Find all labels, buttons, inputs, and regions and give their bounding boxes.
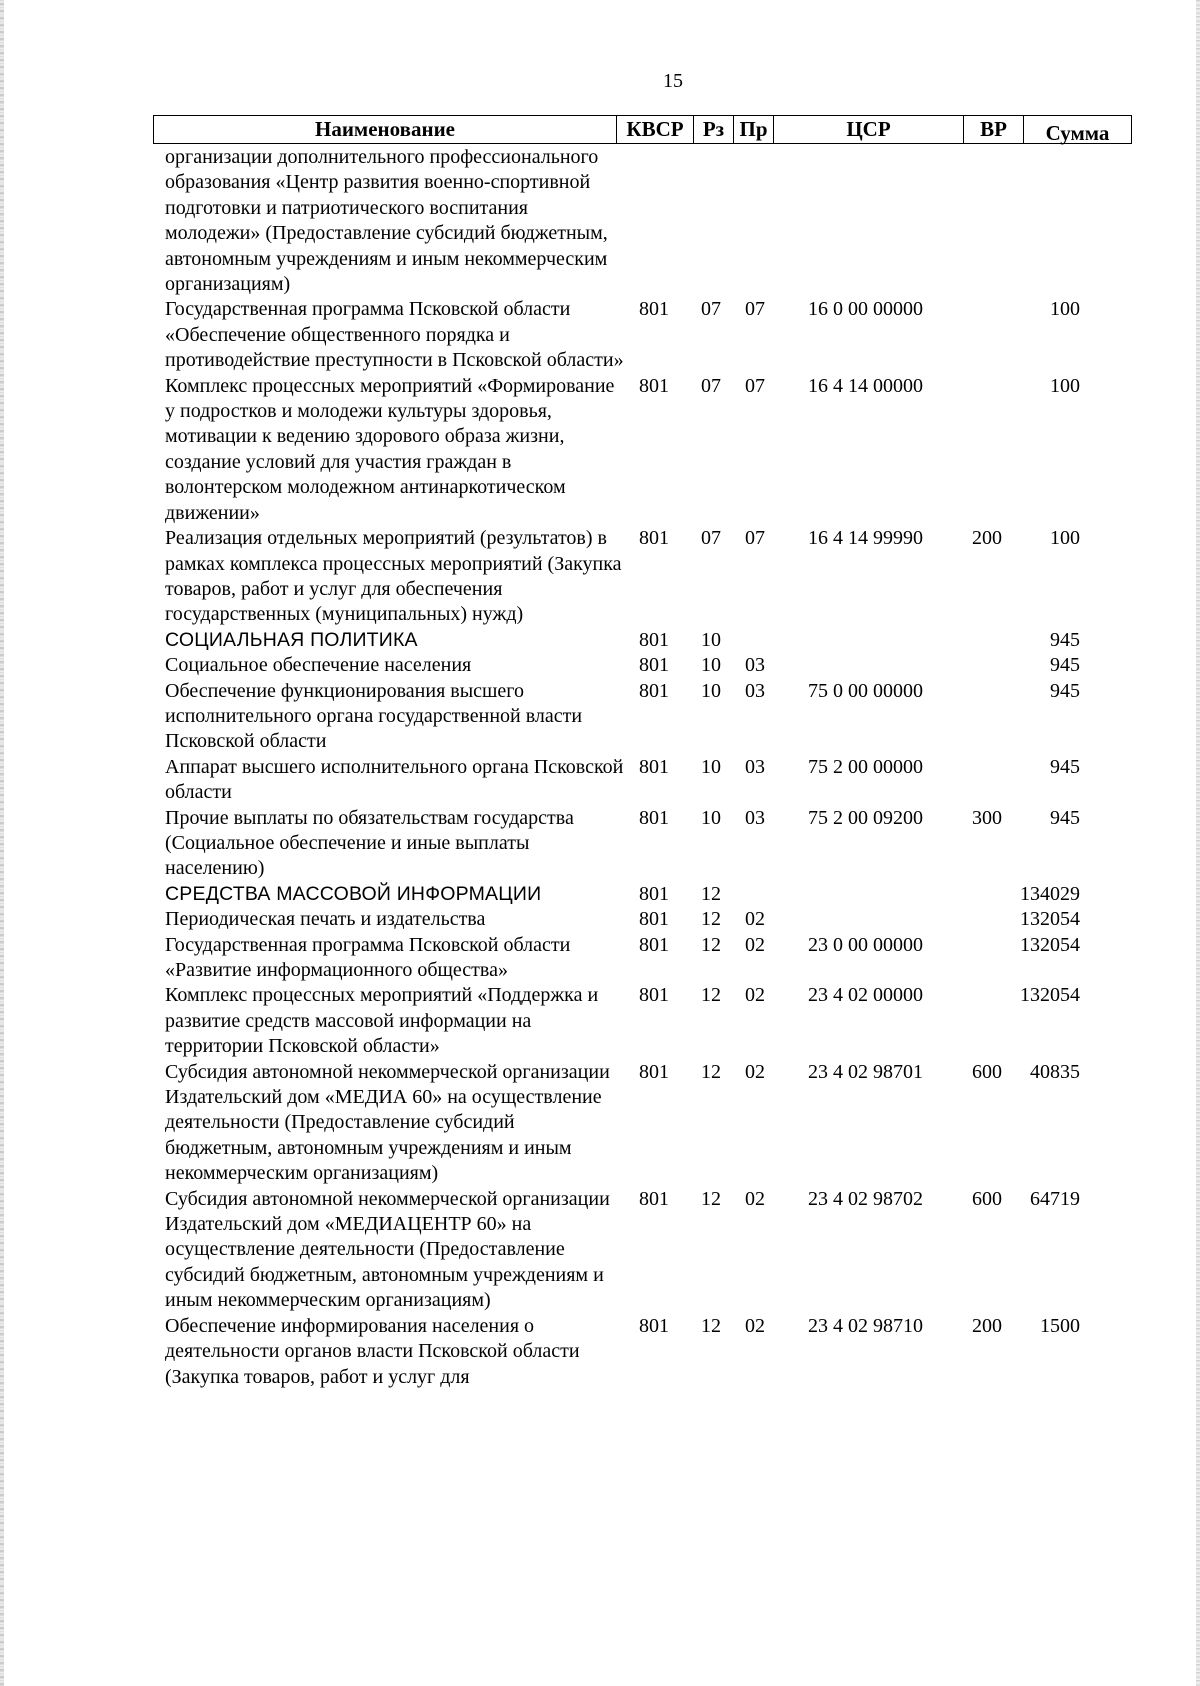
row-rz: 12 [701,984,721,1007]
row-pr: 07 [745,374,765,397]
row-sum: 134029 [1020,882,1080,905]
row-name: Обеспечение функционирования высшего исполнительного органа государственной власти Псковской области [165,679,583,753]
row-kvsr: 801 [639,1314,669,1337]
row-name: Прочие выплаты по обязательствам государства (Социальное обеспечение и иные выплаты населению) [165,806,574,880]
table-row [165,374,1125,526]
row-vr: 600 [972,1187,1002,1210]
row-name: Социальное обеспечение населения [165,654,472,677]
table-row [165,882,1125,907]
row-rz: 12 [701,882,721,905]
row-rz: 12 [701,933,721,956]
row-pr: 02 [745,933,765,956]
row-sum: 132054 [1020,933,1080,956]
row-pr: 03 [745,654,765,677]
table-body [165,145,1125,1390]
row-pr: 07 [745,298,765,321]
table-row [165,907,1125,932]
row-pr: 02 [745,1060,765,1083]
row-rz: 10 [701,679,721,702]
row-pr: 02 [745,1314,765,1337]
row-pr: 02 [745,1187,765,1210]
row-pr: 03 [745,755,765,778]
row-name: организации дополнительного профессионального образования «Центр развития военно-спортивной подготовки и патриотического воспитания молодежи» (Предоставление субсидий бюджетным, автономным учреждениям и иным некоммерческим организациям) [165,146,608,296]
header-csr: ЦСР [774,116,964,143]
row-csr: 16 4 14 00000 [808,374,923,397]
row-rz: 12 [701,1314,721,1337]
row-name: СРЕДСТВА МАССОВОЙ ИНФОРМАЦИИ [165,882,542,905]
row-name: Государственная программа Псковской области «Развитие информационного общества» [165,933,571,981]
row-sum: 100 [1050,298,1080,321]
row-sum: 132054 [1020,908,1080,931]
table-row [165,297,1125,373]
row-kvsr: 801 [639,806,669,829]
row-pr: 03 [745,679,765,702]
row-rz: 07 [701,374,721,397]
row-kvsr: 801 [639,882,669,905]
row-csr: 16 4 14 99990 [808,527,923,550]
row-csr: 16 0 00 00000 [808,298,923,321]
row-pr: 07 [745,527,765,550]
row-rz: 10 [701,628,721,651]
table-row [165,653,1125,678]
row-kvsr: 801 [639,933,669,956]
table-row [165,933,1125,984]
row-kvsr: 801 [639,1060,669,1083]
row-sum: 64719 [1030,1187,1080,1210]
row-pr: 02 [745,984,765,1007]
header-kvsr: КВСР [617,116,694,143]
table-row [165,755,1125,806]
row-csr: 23 4 02 98710 [808,1314,923,1337]
row-sum: 40835 [1030,1060,1080,1083]
row-sum: 945 [1050,679,1080,702]
row-kvsr: 801 [639,298,669,321]
row-kvsr: 801 [639,1187,669,1210]
row-kvsr: 801 [639,654,669,677]
row-kvsr: 801 [639,984,669,1007]
row-kvsr: 801 [639,628,669,651]
row-rz: 07 [701,527,721,550]
page-number: 15 [663,70,683,92]
row-name: Обеспечение информирования населения о деятельности органов власти Псковской области (Закупка товаров, работ и услуг для [165,1314,580,1388]
scan-edge-right [1196,0,1200,1686]
row-pr: 03 [745,806,765,829]
row-sum: 1500 [1040,1314,1080,1337]
table-row [165,1060,1125,1187]
row-name: Реализация отдельных мероприятий (результатов) в рамках комплекса процессных мероприятий (Закупка товаров, работ и услуг для обеспечения государственных (муниципальных) нужд) [165,527,622,626]
row-sum: 945 [1050,654,1080,677]
row-rz: 12 [701,908,721,931]
row-csr: 23 4 02 98701 [808,1060,923,1083]
header-rz: Рз [694,116,734,143]
row-vr: 200 [972,1314,1002,1337]
row-csr: 75 2 00 09200 [808,806,923,829]
row-kvsr: 801 [639,679,669,702]
row-rz: 12 [701,1060,721,1083]
row-sum: 945 [1050,628,1080,651]
row-name: Государственная программа Псковской области «Обеспечение общественного порядка и противодействие преступности в Псковской области» [165,298,624,372]
table-row [165,983,1125,1059]
row-name: Комплекс процессных мероприятий «Формирование у подростков и молодежи культуры здоровья, мотивации к ведению здорового образа жизни, создание условий для участия граждан в волонтерском молодежном антинаркотическом движении» [165,374,615,524]
table-row [165,145,1125,297]
row-sum: 945 [1050,806,1080,829]
row-kvsr: 801 [639,755,669,778]
header-pr: Пр [734,116,774,143]
row-name: Комплекс процессных мероприятий «Поддержка и развитие средств массовой информации на территории Псковской области» [165,984,599,1058]
header-vr: ВР [964,116,1024,143]
row-sum: 132054 [1020,984,1080,1007]
table-header [153,115,1132,144]
row-csr: 23 4 02 98702 [808,1187,923,1210]
row-csr: 75 2 00 00000 [808,755,923,778]
row-rz: 10 [701,654,721,677]
row-rz: 10 [701,806,721,829]
row-name: Субсидия автономной некоммерческой организации Издательский дом «МЕДИАЦЕНТР 60» на осуществление деятельности (Предоставление субсидий бюджетным, автономным учреждениям и иным некоммерческим организациям) [165,1187,610,1312]
row-vr: 600 [972,1060,1002,1083]
row-sum: 945 [1050,755,1080,778]
row-csr: 23 4 02 00000 [808,984,923,1007]
row-vr: 300 [972,806,1002,829]
row-name: Субсидия автономной некоммерческой организации Издательский дом «МЕДИА 60» на осуществление деятельности (Предоставление субсидий бюджетным, автономным учреждениям и иным некоммерческим организациям) [165,1060,610,1185]
row-name: СОЦИАЛЬНАЯ ПОЛИТИКА [165,628,418,651]
row-csr: 75 0 00 00000 [808,679,923,702]
table-row [165,679,1125,755]
header-sum: Сумма [1045,121,1110,145]
row-sum: 100 [1050,527,1080,550]
table-row [165,1187,1125,1314]
row-rz: 10 [701,755,721,778]
table-row [165,1314,1125,1390]
table-row [165,526,1125,628]
scan-edge-left [0,0,4,1686]
row-sum: 100 [1050,374,1080,397]
table-row [165,628,1125,653]
table-row [165,806,1125,882]
row-kvsr: 801 [639,374,669,397]
row-kvsr: 801 [639,908,669,931]
row-rz: 07 [701,298,721,321]
header-name: Наименование [154,116,617,143]
row-name: Периодическая печать и издательства [165,908,486,931]
row-vr: 200 [972,527,1002,550]
row-rz: 12 [701,1187,721,1210]
row-name: Аппарат высшего исполнительного органа Псковской области [165,755,624,804]
row-pr: 02 [745,908,765,931]
row-csr: 23 0 00 00000 [808,933,923,956]
row-kvsr: 801 [639,527,669,550]
